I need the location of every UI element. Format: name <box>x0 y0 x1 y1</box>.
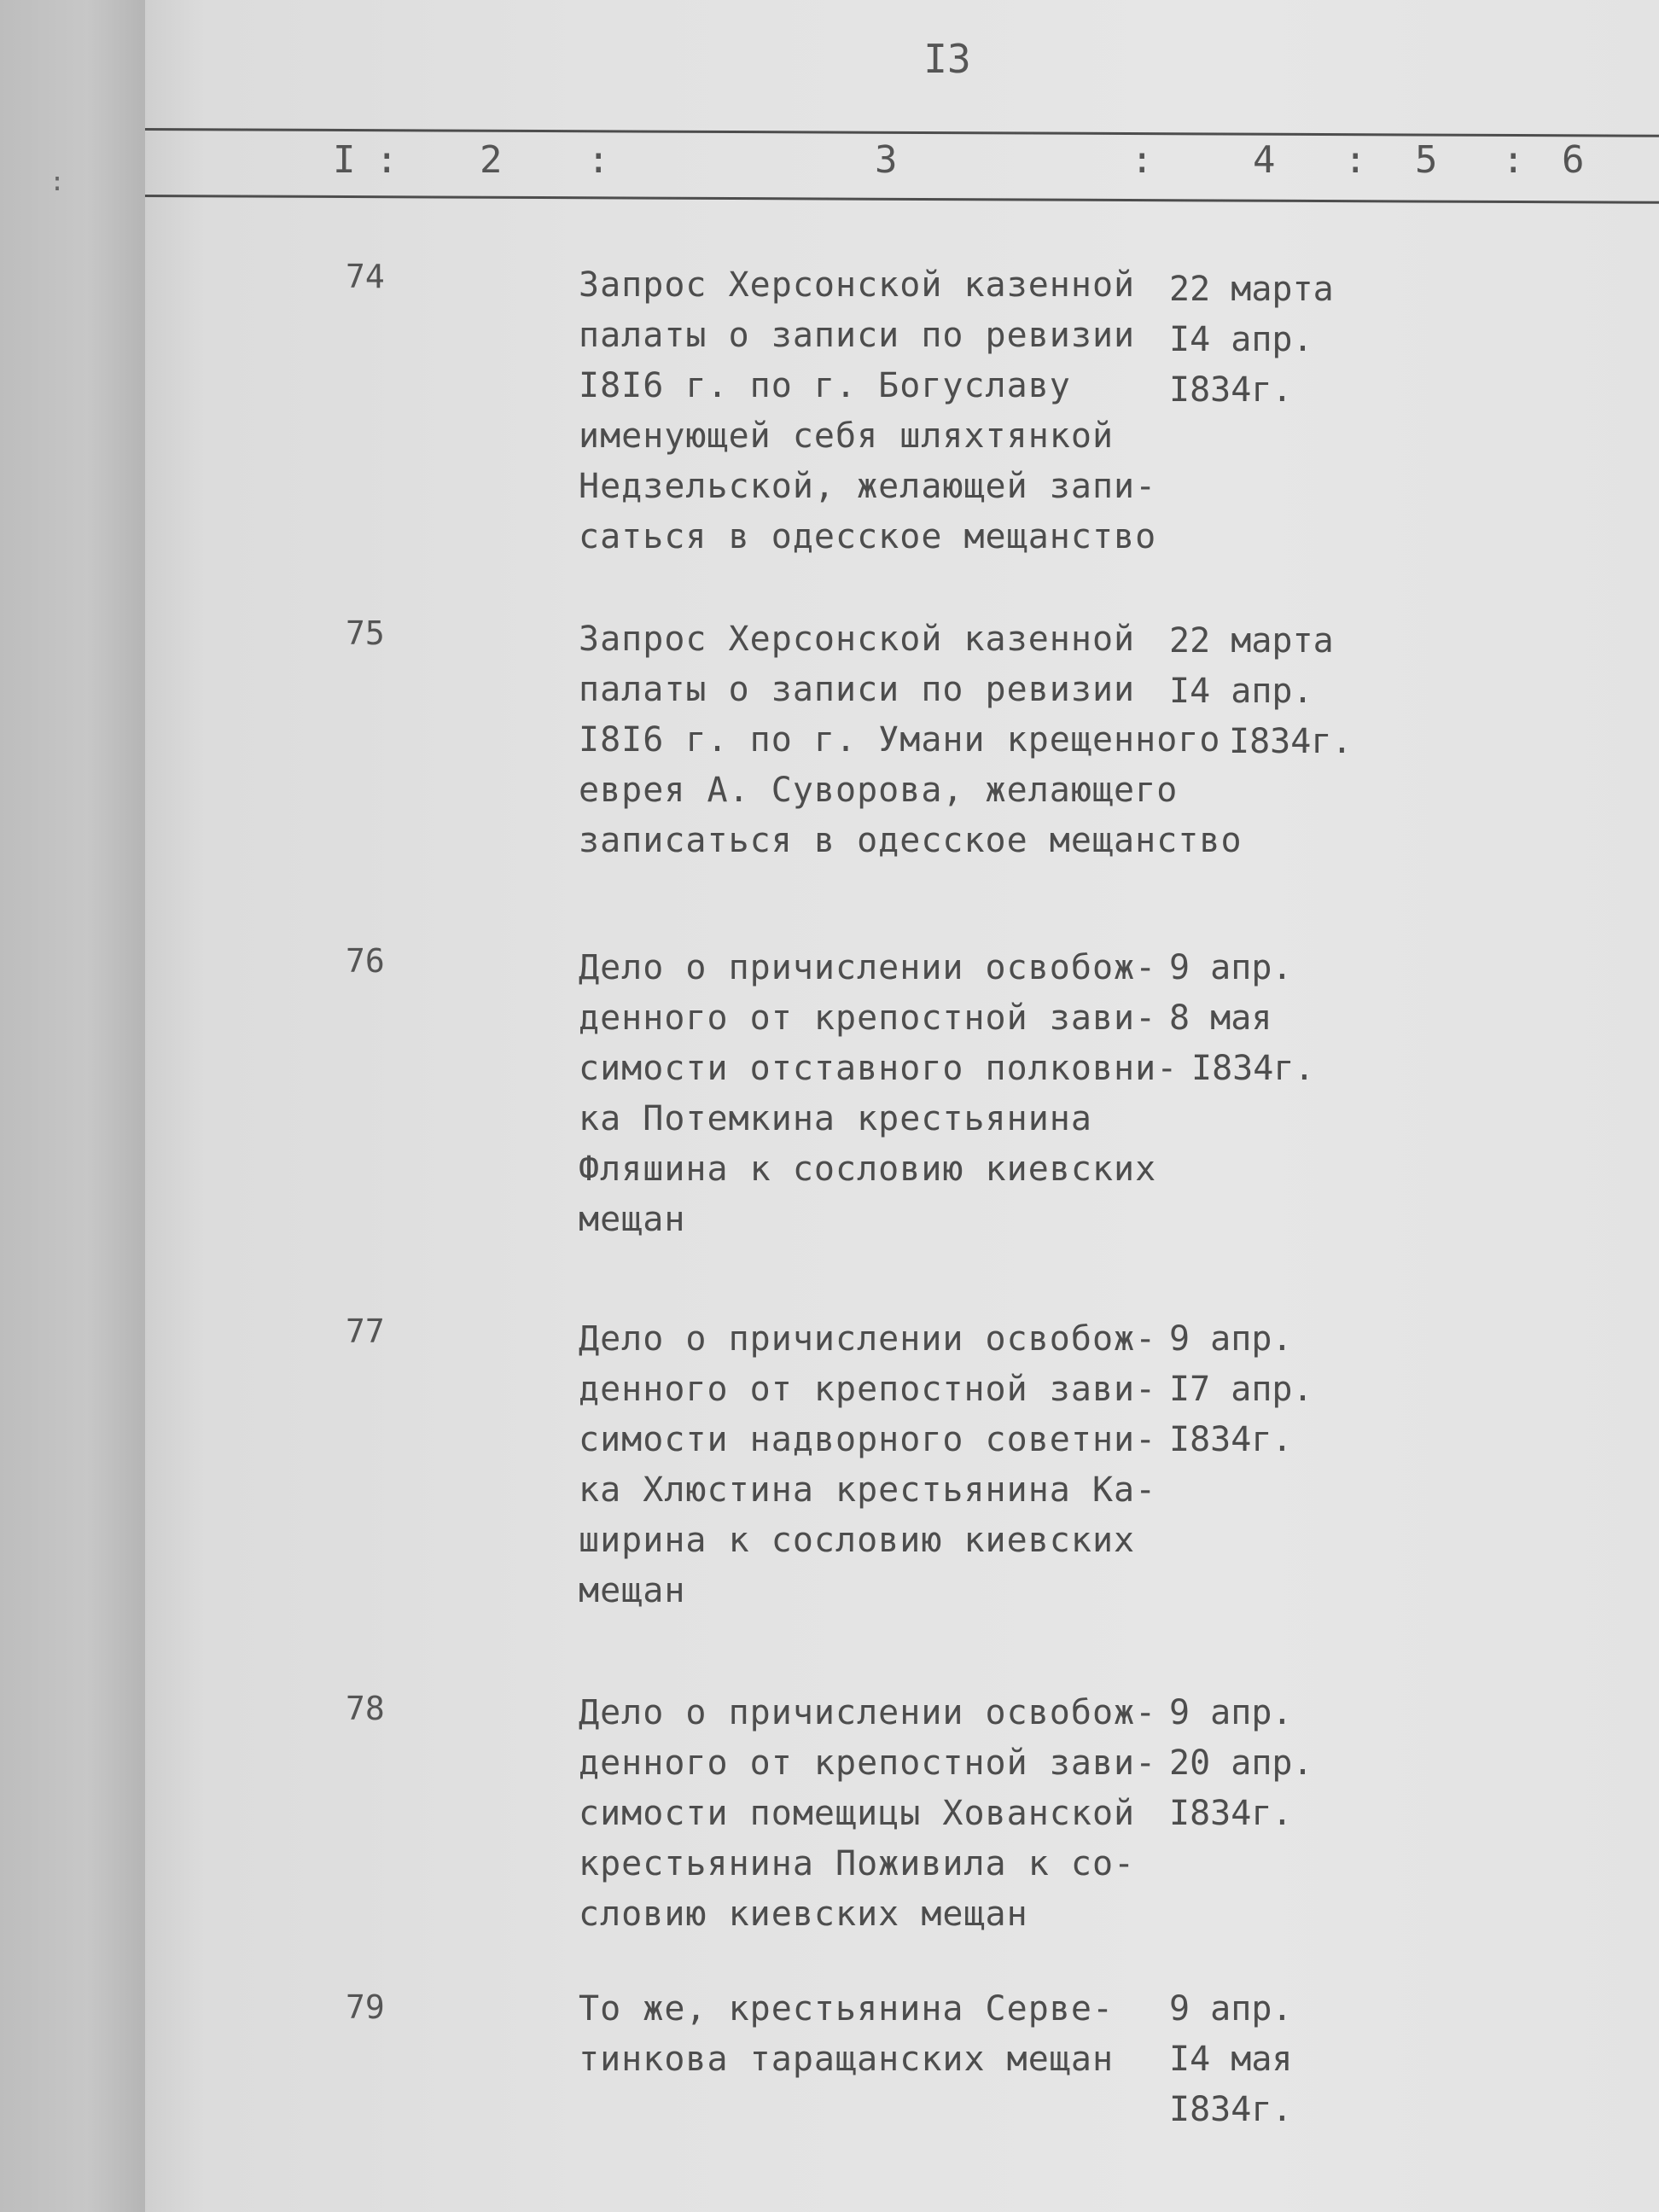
column-header-6: 6 <box>1562 138 1586 182</box>
entry-date: I834г. <box>1229 722 1353 761</box>
entry-description-line: I8I6 г. по г. Богуславу <box>579 366 1071 405</box>
entry-description-line: Запрос Херсонской казенной <box>579 620 1136 659</box>
entry-description-line: Недзельской, желающей запи- <box>579 467 1157 506</box>
entry-description <box>579 1314 1193 1616</box>
entry-date: I834г. <box>1169 370 1293 410</box>
entry-description-line: Дело о причислении освобож- <box>579 1693 1157 1732</box>
entry-description-line: палаты о записи по ревизии <box>579 316 1136 355</box>
entry-description-line: Запрос Херсонской казенной <box>579 265 1136 305</box>
entry-date: I834г. <box>1169 1794 1293 1833</box>
page-number: I3 <box>923 36 971 82</box>
entry-description-line: мещан <box>579 1571 686 1610</box>
entry-number: 79 <box>346 1988 385 2026</box>
entry-description-line: записаться в одесское мещанство <box>579 821 1243 860</box>
entry-date: 9 апр. <box>1169 1989 1293 2029</box>
entry-dates <box>1169 943 1315 1094</box>
column-header-3: 3 <box>875 138 899 182</box>
entry-description-line: симости отставного полковни- <box>579 1049 1179 1088</box>
entry-date: 20 апр. <box>1169 1743 1313 1783</box>
entry-number: 74 <box>346 258 385 295</box>
column-separator: : <box>587 138 612 182</box>
column-header-5: 5 <box>1415 138 1440 182</box>
entry-description-line: тинкова таращанских мещан <box>579 2040 1115 2079</box>
entry-date: I834г. <box>1169 2090 1293 2129</box>
entry-description <box>579 260 1193 562</box>
entry-description-line: палаты о записи по ревизии <box>579 670 1136 709</box>
entry-description-line: саться в одесское мещанство <box>579 517 1157 556</box>
entry-date: I4 апр. <box>1169 320 1313 359</box>
column-header-2: 2 <box>480 138 504 182</box>
entry-description-line: Дело о причислении освобож- <box>579 1319 1157 1359</box>
entry-date: 22 марта <box>1169 270 1334 309</box>
entry-date: 8 мая <box>1169 998 1272 1038</box>
entry-description-line: Дело о причислении освобож- <box>579 948 1157 987</box>
entry-dates <box>1169 616 1353 767</box>
entry-date: I4 мая <box>1169 2040 1293 2079</box>
column-header-1: I <box>333 138 358 182</box>
entry-date: 9 апр. <box>1169 1319 1293 1359</box>
entry-description-line: ширина к сословию киевских <box>579 1521 1136 1560</box>
entry-number: 75 <box>346 614 385 652</box>
entry-description-line: ка Хлюстина крестьянина Ка- <box>579 1470 1157 1510</box>
column-header-4: 4 <box>1253 138 1278 182</box>
entry-date: I834г. <box>1191 1049 1315 1088</box>
entry-description-line: мещан <box>579 1200 686 1239</box>
entry-dates <box>1169 1314 1313 1465</box>
entry-date: I7 апр. <box>1169 1370 1313 1409</box>
entry-number: 78 <box>346 1690 385 1727</box>
column-separator: : <box>1502 138 1527 182</box>
entry-description-line: симости надворного советни- <box>579 1420 1157 1459</box>
entry-description-line: I8I6 г. по г. Умани крещенного <box>579 720 1221 760</box>
column-separator: : <box>375 138 400 182</box>
entry-description-line: денного от крепостной зави- <box>579 1370 1157 1409</box>
entry-description-line: словию киевских мещан <box>579 1895 1028 1934</box>
entry-date: I834г. <box>1169 1420 1293 1459</box>
entry-description-line: денного от крепостной зави- <box>579 1743 1157 1783</box>
column-separator: : <box>1344 138 1369 182</box>
entry-dates <box>1169 1984 1293 2135</box>
entry-description-line: еврея А. Суворова, желающего <box>579 771 1179 810</box>
entry-dates <box>1169 1688 1313 1839</box>
entry-description-line: ка Потемкина крестьянина <box>579 1099 1092 1138</box>
entry-description-line: денного от крепостной зави- <box>579 998 1157 1038</box>
entry-dates <box>1169 265 1334 416</box>
entry-date: 22 марта <box>1169 621 1334 661</box>
entry-description <box>579 943 1193 1245</box>
entry-number: 76 <box>346 942 385 980</box>
entry-date: 9 апр. <box>1169 1693 1293 1732</box>
entry-description-line: Фляшина к сословию киевских <box>579 1150 1157 1189</box>
binding-mark: : <box>49 167 66 197</box>
page-binding <box>0 0 145 2212</box>
column-separator: : <box>1131 138 1155 182</box>
entry-description-line: именующей себя шляхтянкой <box>579 416 1115 456</box>
entry-description-line: симости помещицы Хованской <box>579 1794 1136 1833</box>
entry-number: 77 <box>346 1313 385 1350</box>
entry-description <box>579 1688 1193 1940</box>
entry-description-line: То же, крестьянина Серве- <box>579 1989 1115 2029</box>
entry-date: 9 апр. <box>1169 948 1293 987</box>
entry-date: I4 апр. <box>1169 672 1313 711</box>
entry-description <box>579 1984 1193 2085</box>
entry-description-line: крестьянина Поживила к со- <box>579 1844 1136 1883</box>
